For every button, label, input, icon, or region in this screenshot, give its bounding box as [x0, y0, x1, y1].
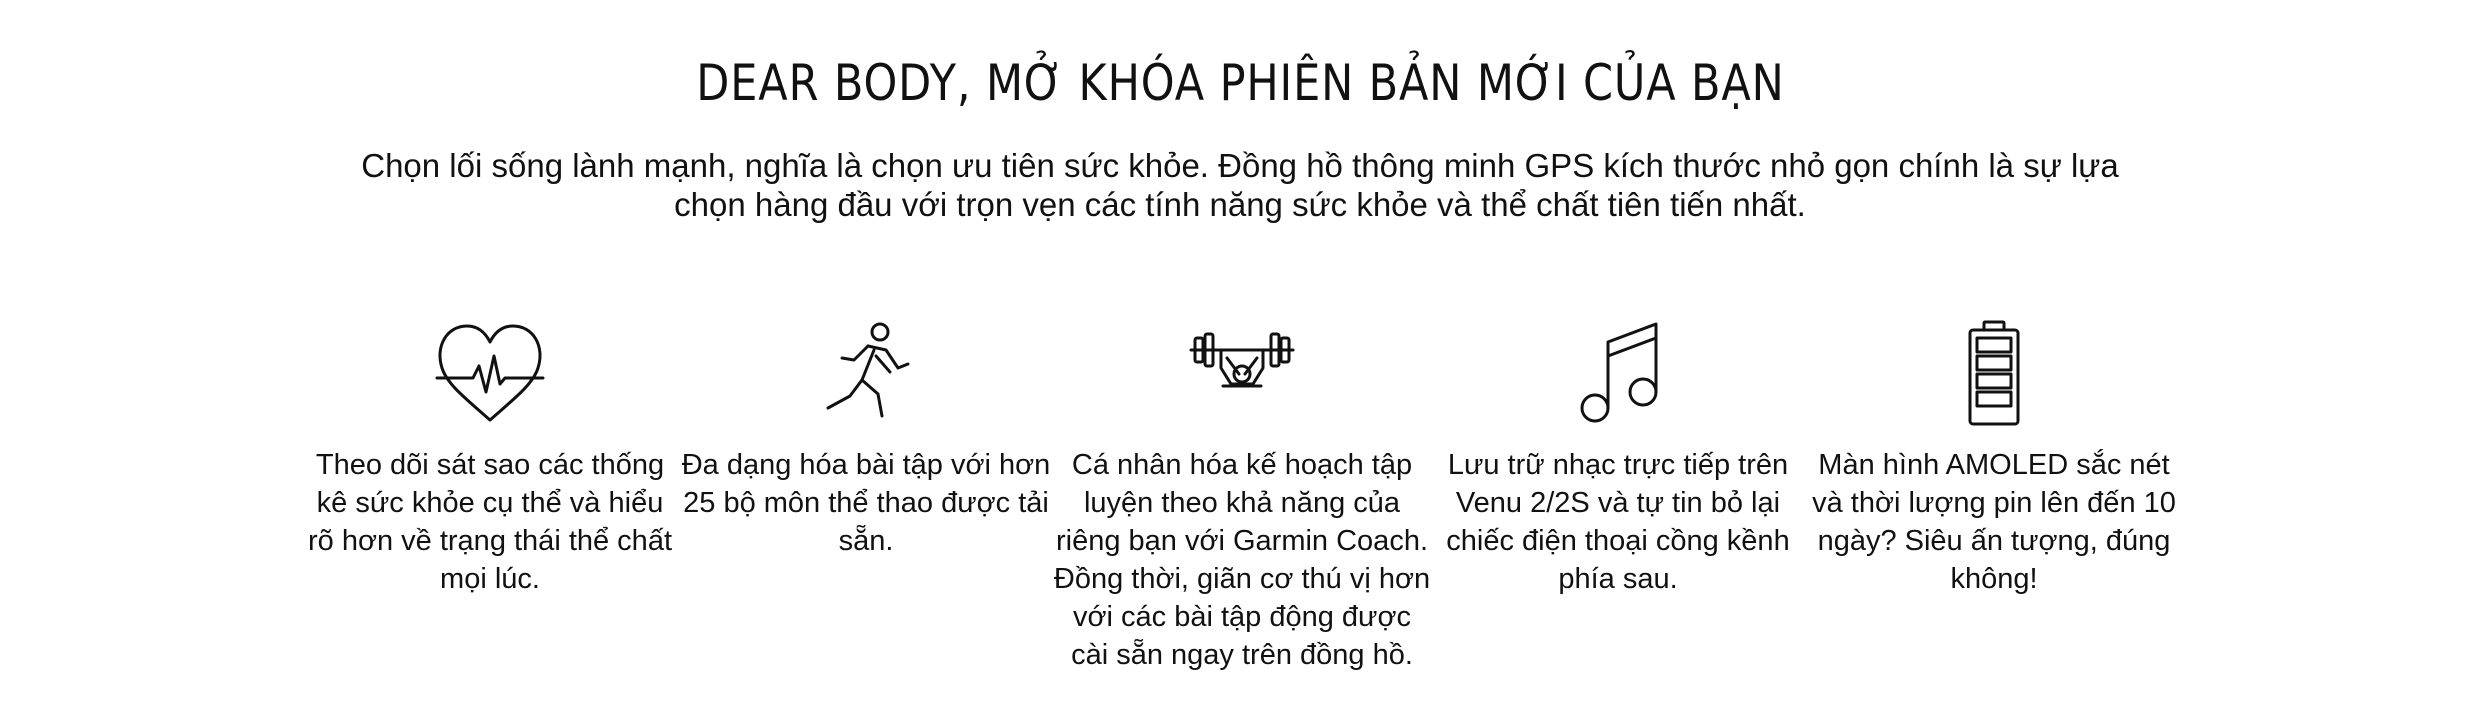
- page-title: DEAR BODY, MỞ KHÓA PHIÊN BẢN MỚI CỦA BẠN: [696, 54, 1785, 112]
- feature-sports-profiles: [676, 320, 1056, 700]
- running-person-icon: [766, 320, 966, 430]
- feature-text: Đa dạng hóa bài tập với hơn 25 bộ môn thể thao được tải sẵn.: [681, 449, 1051, 557]
- feature-text: Màn hình AMOLED sắc nét và thời lượng pin lên đến 10 ngày? Siêu ấn tượng, đúng không!: [1812, 449, 2176, 595]
- feature-music-storage: [1428, 320, 1808, 700]
- weightlifting-icon: [1142, 320, 1342, 430]
- feature-list: [300, 320, 2180, 700]
- feature-battery-life: [1804, 320, 2184, 700]
- music-note-icon: [1518, 320, 1718, 430]
- feature-health-tracking: [300, 320, 680, 700]
- feature-text: Theo dõi sát sao các thống kê sức khỏe cụ thể và hiểu rõ hơn về trạng thái thể chất mọi lúc.: [307, 449, 672, 595]
- feature-garmin-coach: [1052, 320, 1432, 700]
- page-subtitle: Chọn lối sống lành mạnh, nghĩa là chọn ưu tiên sức khỏe. Đồng hồ thông minh GPS kích thước nhỏ gọn chính là sự lựa chọn hàng đầu với trọn vẹn các tính năng sức khỏe và thể chất tiên tiến nhất.: [361, 147, 2119, 223]
- feature-text: Cá nhân hóa kế hoạch tập luyện theo khả năng của riêng bạn với Garmin Coach. Đồng thời, giãn cơ thú vị hơn với các bài tập động được cài sẵn ngay trên đồng hồ.: [1053, 449, 1431, 671]
- feature-text: Lưu trữ nhạc trực tiếp trên Venu 2/2S và tự tin bỏ lại chiếc điện thoại cồng kềnh phía sau.: [1446, 449, 1790, 595]
- heart-rate-icon: [390, 320, 590, 430]
- battery-icon: [1894, 320, 2094, 430]
